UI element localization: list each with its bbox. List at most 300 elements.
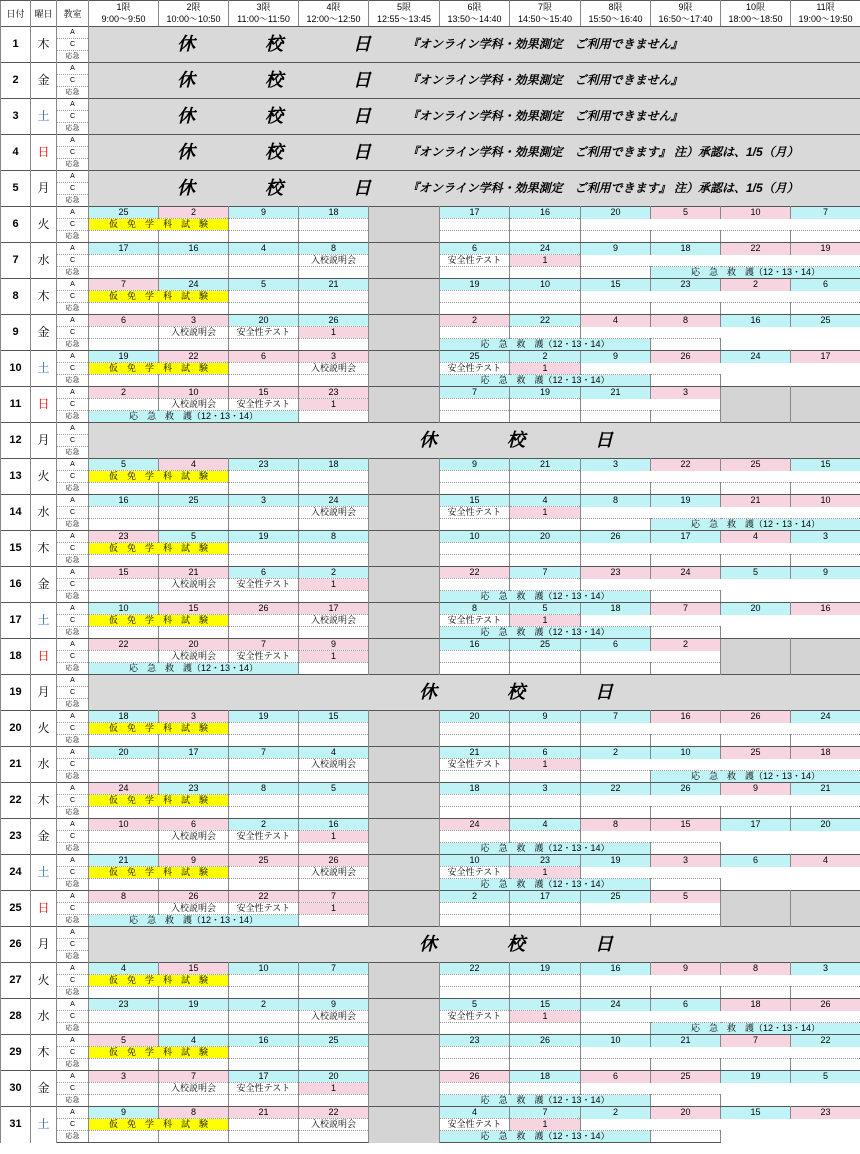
empty-cell: [440, 543, 510, 555]
orientation-label: 入校説明会: [299, 867, 369, 879]
empty-cell: [440, 1047, 510, 1059]
room-a-count: 3: [581, 459, 651, 471]
empty-cell: [299, 339, 369, 351]
room-a-count: 23: [440, 1035, 510, 1047]
orientation-label: 入校説明会: [159, 1083, 229, 1095]
room-a-count: 2: [299, 567, 369, 579]
room-a-count: 16: [229, 1035, 299, 1047]
empty-cell: [581, 987, 651, 999]
empty-cell: [159, 771, 229, 783]
empty-cell: [299, 1131, 369, 1143]
room-a-count: 21: [510, 459, 581, 471]
room-a-count: 2: [229, 819, 299, 831]
room-a-count: 21: [651, 1035, 721, 1047]
room-label: C: [57, 1047, 89, 1059]
room-a-count: 19: [159, 999, 229, 1011]
room-a-count: 3: [651, 855, 721, 867]
room-a-count: 8: [299, 243, 369, 255]
room-a-count: 15: [299, 711, 369, 723]
room-a-count: 3: [651, 387, 721, 399]
room-a-count: 9: [299, 999, 369, 1011]
empty-cell: [299, 807, 369, 819]
safety-test-label: 安全性テスト: [440, 867, 510, 879]
schedule-row: [1, 963, 860, 975]
empty-cell: [229, 771, 299, 783]
empty-cell: [299, 795, 369, 807]
room-a-count: 10: [440, 531, 510, 543]
day-number: 13: [1, 459, 31, 495]
header-date: 日付: [1, 1, 31, 27]
room-a-count: 18: [581, 603, 651, 615]
empty-cell: [229, 219, 299, 231]
room-a-count: 10: [440, 855, 510, 867]
break-cell: [369, 207, 440, 243]
safety-test-label: 安全性テスト: [229, 903, 299, 915]
break-cell: [369, 891, 440, 927]
empty-cell: [510, 291, 581, 303]
first-aid-notice: 応 急 救 護（12・13・14）: [440, 879, 651, 891]
safety-test-label: 安全性テスト: [229, 327, 299, 339]
orientation-label: 入校説明会: [299, 1119, 369, 1131]
schedule-row: [1, 423, 860, 435]
day-of-week: 水: [31, 747, 57, 783]
period-label: 4限: [299, 1, 369, 14]
break-cell: [369, 1071, 440, 1107]
room-a-count: 25: [299, 1035, 369, 1047]
empty-cell: [89, 339, 159, 351]
count-one: 1: [510, 759, 581, 771]
room-a-count: 7: [229, 747, 299, 759]
room-label: C: [57, 615, 89, 627]
room-label: 応急: [57, 123, 89, 135]
room-label: C: [57, 327, 89, 339]
room-a-count: 8: [440, 603, 510, 615]
room-label: A: [57, 459, 89, 471]
empty-cell: [89, 483, 159, 495]
room-label: 応急: [57, 447, 89, 459]
schedule-row: [1, 531, 860, 543]
room-a-count: 23: [299, 387, 369, 399]
day-of-week: 水: [31, 495, 57, 531]
empty-cell: [721, 891, 791, 927]
empty-cell: [159, 987, 229, 999]
first-aid-notice: 応 急 救 護（12・13・14）: [89, 915, 299, 927]
empty-cell: [89, 1131, 159, 1143]
exam-notice: 仮 免 学 科 試 験: [89, 291, 229, 303]
room-a-count: 16: [299, 819, 369, 831]
room-a-count: 2: [229, 999, 299, 1011]
empty-cell: [299, 303, 369, 315]
empty-cell: [510, 471, 581, 483]
room-a-count: 25: [440, 351, 510, 363]
safety-test-label: 安全性テスト: [229, 1083, 299, 1095]
room-label: A: [57, 927, 89, 939]
empty-cell: [159, 735, 229, 747]
period-label: 2限: [159, 1, 229, 14]
safety-test-label: 安全性テスト: [440, 615, 510, 627]
empty-cell: [651, 1059, 721, 1071]
room-a-count: 2: [651, 639, 721, 651]
room-a-count: 15: [229, 387, 299, 399]
safety-test-label: 安全性テスト: [440, 759, 510, 771]
room-label: A: [57, 531, 89, 543]
empty-cell: [791, 231, 860, 243]
room-a-count: 8: [159, 1107, 229, 1119]
empty-cell: [89, 591, 159, 603]
room-a-count: 5: [651, 207, 721, 219]
empty-cell: [89, 1083, 159, 1095]
period-label: 8限: [581, 1, 651, 14]
room-label: C: [57, 723, 89, 735]
room-label: 応急: [57, 1059, 89, 1071]
schedule-row: [1, 243, 860, 255]
break-cell: [369, 603, 440, 639]
room-a-count: 20: [721, 603, 791, 615]
room-a-count: 3: [89, 1071, 159, 1083]
room-a-count: 17: [721, 819, 791, 831]
empty-cell: [229, 1023, 299, 1035]
room-a-count: 22: [721, 243, 791, 255]
empty-cell: [791, 483, 860, 495]
closed-banner: [89, 99, 860, 135]
empty-cell: [440, 651, 510, 663]
room-a-count: 22: [229, 891, 299, 903]
first-aid-notice: 応 急 救 護（12・13・14）: [440, 591, 651, 603]
empty-cell: [299, 735, 369, 747]
empty-cell: [229, 231, 299, 243]
schedule-row: [1, 279, 860, 291]
room-label: 応急: [57, 699, 89, 711]
room-a-count: 21: [791, 783, 860, 795]
room-a-count: 4: [89, 963, 159, 975]
empty-cell: [510, 519, 581, 531]
empty-cell: [159, 267, 229, 279]
schedule-row: [1, 27, 860, 39]
room-label: C: [57, 651, 89, 663]
room-a-count: 7: [651, 603, 721, 615]
break-cell: [369, 711, 440, 747]
room-a-count: 9: [440, 459, 510, 471]
empty-cell: [89, 375, 159, 387]
break-cell: [369, 999, 440, 1035]
orientation-label: 入校説明会: [159, 903, 229, 915]
room-a-count: 25: [229, 855, 299, 867]
empty-cell: [440, 483, 510, 495]
room-a-count: 10: [229, 963, 299, 975]
empty-cell: [159, 759, 229, 771]
first-aid-notice: 応 急 救 護（12・13・14）: [651, 771, 860, 783]
room-a-count: 25: [159, 495, 229, 507]
day-of-week: 土: [31, 855, 57, 891]
room-label: 応急: [57, 591, 89, 603]
room-a-count: 9: [159, 855, 229, 867]
room-a-count: 26: [510, 1035, 581, 1047]
empty-cell: [299, 543, 369, 555]
room-a-count: 26: [651, 783, 721, 795]
break-cell: [369, 855, 440, 891]
room-label: A: [57, 1035, 89, 1047]
room-label: 応急: [57, 1131, 89, 1143]
room-label: A: [57, 783, 89, 795]
day-number: 28: [1, 999, 31, 1035]
day-number: 10: [1, 351, 31, 387]
empty-cell: [440, 399, 510, 411]
first-aid-notice: 応 急 救 護（12・13・14）: [651, 267, 860, 279]
room-label: A: [57, 1071, 89, 1083]
room-a-count: 16: [581, 963, 651, 975]
room-a-count: 15: [510, 999, 581, 1011]
room-a-count: 4: [229, 243, 299, 255]
room-a-count: 18: [510, 1071, 581, 1083]
period-time: 12:00～12:50: [299, 13, 369, 27]
day-number: 2: [1, 63, 31, 99]
empty-cell: [510, 303, 581, 315]
room-a-count: 22: [159, 351, 229, 363]
room-a-count: 5: [510, 603, 581, 615]
day-number: 12: [1, 423, 31, 459]
empty-cell: [440, 231, 510, 243]
room-a-count: 22: [440, 963, 510, 975]
room-a-count: 9: [89, 1107, 159, 1119]
empty-cell: [159, 231, 229, 243]
empty-cell: [299, 843, 369, 855]
room-a-count: 2: [721, 279, 791, 291]
day-of-week: 水: [31, 243, 57, 279]
room-a-count: 18: [440, 783, 510, 795]
empty-cell: [229, 267, 299, 279]
empty-cell: [440, 519, 510, 531]
schedule-row: [1, 747, 860, 759]
count-one: 1: [510, 363, 581, 375]
empty-cell: [510, 543, 581, 555]
empty-cell: [89, 831, 159, 843]
room-a-count: 6: [440, 243, 510, 255]
orientation-label: 入校説明会: [299, 759, 369, 771]
empty-cell: [89, 327, 159, 339]
exam-notice: 仮 免 学 科 試 験: [89, 975, 229, 987]
room-label: C: [57, 903, 89, 915]
room-a-count: 7: [581, 711, 651, 723]
room-a-count: 8: [581, 495, 651, 507]
room-label: 応急: [57, 843, 89, 855]
exam-notice: 仮 免 学 科 試 験: [89, 543, 229, 555]
empty-cell: [299, 975, 369, 987]
room-a-count: 5: [89, 1035, 159, 1047]
count-one: 1: [299, 831, 369, 843]
empty-cell: [440, 771, 510, 783]
period-time: 18:00～18:50: [721, 13, 791, 27]
room-a-count: 23: [581, 567, 651, 579]
empty-cell: [791, 639, 860, 675]
schedule-row: [1, 891, 860, 903]
break-cell: [369, 531, 440, 567]
empty-cell: [159, 1095, 229, 1107]
room-a-count: 19: [89, 351, 159, 363]
break-cell: [369, 243, 440, 279]
day-number: 3: [1, 99, 31, 135]
period-time: 11:00～11:50: [229, 13, 299, 27]
room-label: 応急: [57, 339, 89, 351]
break-cell: [369, 495, 440, 531]
empty-cell: [229, 795, 299, 807]
room-label: 応急: [57, 375, 89, 387]
empty-cell: [440, 1083, 510, 1095]
empty-cell: [510, 327, 581, 339]
room-label: A: [57, 27, 89, 39]
room-a-count: 3: [159, 711, 229, 723]
day-of-week: 火: [31, 459, 57, 495]
room-label: C: [57, 759, 89, 771]
room-label: 応急: [57, 1095, 89, 1107]
room-a-count: 7: [510, 567, 581, 579]
empty-cell: [89, 627, 159, 639]
room-a-count: 4: [581, 315, 651, 327]
break-cell: [369, 351, 440, 387]
room-a-count: 16: [510, 207, 581, 219]
empty-cell: [581, 1059, 651, 1071]
empty-cell: [581, 771, 651, 783]
empty-cell: [89, 1095, 159, 1107]
room-a-count: 4: [510, 495, 581, 507]
room-a-count: 15: [159, 963, 229, 975]
room-label: 応急: [57, 159, 89, 171]
empty-cell: [229, 723, 299, 735]
empty-cell: [89, 399, 159, 411]
day-of-week: 木: [31, 279, 57, 315]
room-a-count: 21: [89, 855, 159, 867]
room-label: C: [57, 1083, 89, 1095]
room-a-count: 22: [89, 639, 159, 651]
room-label: C: [57, 975, 89, 987]
empty-cell: [651, 987, 721, 999]
room-a-count: 23: [791, 1107, 860, 1119]
day-of-week: 火: [31, 207, 57, 243]
empty-cell: [159, 591, 229, 603]
empty-cell: [721, 1059, 791, 1071]
empty-cell: [229, 507, 299, 519]
room-a-count: 5: [229, 279, 299, 291]
orientation-label: 入校説明会: [159, 327, 229, 339]
schedule-row: [1, 1035, 860, 1047]
room-a-count: 24: [721, 351, 791, 363]
empty-cell: [299, 231, 369, 243]
empty-cell: [510, 555, 581, 567]
room-a-count: 20: [581, 207, 651, 219]
room-a-count: 10: [651, 747, 721, 759]
day-of-week: 月: [31, 423, 57, 459]
room-a-count: 16: [651, 711, 721, 723]
day-number: 9: [1, 315, 31, 351]
empty-cell: [581, 411, 651, 423]
room-a-count: 6: [721, 855, 791, 867]
room-a-count: 20: [89, 747, 159, 759]
room-a-count: 3: [791, 963, 860, 975]
room-a-count: 5: [651, 891, 721, 903]
online-notice: 『オンライン学科・効果測定 ご利用できます』 注）承認は、1/5（月）: [407, 145, 799, 159]
exam-notice: 仮 免 学 科 試 験: [89, 1047, 229, 1059]
room-a-count: 2: [440, 315, 510, 327]
room-a-count: 2: [89, 387, 159, 399]
schedule-row: [1, 495, 860, 507]
empty-cell: [651, 843, 721, 855]
closed-banner: [89, 423, 860, 459]
room-label: C: [57, 795, 89, 807]
empty-cell: [89, 807, 159, 819]
room-label: C: [57, 687, 89, 699]
empty-cell: [299, 519, 369, 531]
schedule-row: [1, 927, 860, 939]
orientation-label: 入校説明会: [159, 651, 229, 663]
room-label: A: [57, 423, 89, 435]
empty-cell: [440, 831, 510, 843]
day-of-week: 日: [31, 135, 57, 171]
room-label: 応急: [57, 51, 89, 63]
day-number: 20: [1, 711, 31, 747]
schedule-row: [1, 999, 860, 1011]
empty-cell: [229, 591, 299, 603]
room-label: A: [57, 387, 89, 399]
room-label: 応急: [57, 951, 89, 963]
empty-cell: [510, 483, 581, 495]
empty-cell: [229, 807, 299, 819]
empty-cell: [299, 1023, 369, 1035]
empty-cell: [229, 879, 299, 891]
header-row-periods: [1, 1, 860, 14]
room-a-count: 26: [299, 855, 369, 867]
room-a-count: 15: [791, 459, 860, 471]
room-a-count: 20: [791, 819, 860, 831]
room-a-count: 3: [510, 783, 581, 795]
empty-cell: [581, 231, 651, 243]
empty-cell: [721, 735, 791, 747]
empty-cell: [510, 1023, 581, 1035]
empty-cell: [581, 1023, 651, 1035]
day-of-week: 木: [31, 1035, 57, 1071]
day-number: 29: [1, 1035, 31, 1071]
closed-banner: [89, 675, 860, 711]
room-a-count: 20: [299, 1071, 369, 1083]
empty-cell: [229, 735, 299, 747]
empty-cell: [510, 1059, 581, 1071]
room-a-count: 3: [299, 351, 369, 363]
break-cell: [369, 567, 440, 603]
day-of-week: 木: [31, 783, 57, 819]
room-a-count: 5: [89, 459, 159, 471]
room-a-count: 4: [510, 819, 581, 831]
room-a-count: 10: [89, 603, 159, 615]
closed-banner: [89, 63, 860, 99]
room-a-count: 6: [229, 351, 299, 363]
orientation-label: 入校説明会: [159, 831, 229, 843]
empty-cell: [159, 555, 229, 567]
break-cell: [369, 459, 440, 495]
room-label: 応急: [57, 231, 89, 243]
day-of-week: 金: [31, 315, 57, 351]
schedule-row: [1, 567, 860, 579]
empty-cell: [510, 411, 581, 423]
room-a-count: 6: [89, 315, 159, 327]
empty-cell: [159, 375, 229, 387]
room-a-count: 3: [159, 315, 229, 327]
empty-cell: [159, 483, 229, 495]
room-label: 応急: [57, 1023, 89, 1035]
empty-cell: [89, 1059, 159, 1071]
empty-cell: [440, 267, 510, 279]
empty-cell: [89, 519, 159, 531]
empty-cell: [581, 555, 651, 567]
room-label: A: [57, 603, 89, 615]
room-a-count: 16: [159, 243, 229, 255]
